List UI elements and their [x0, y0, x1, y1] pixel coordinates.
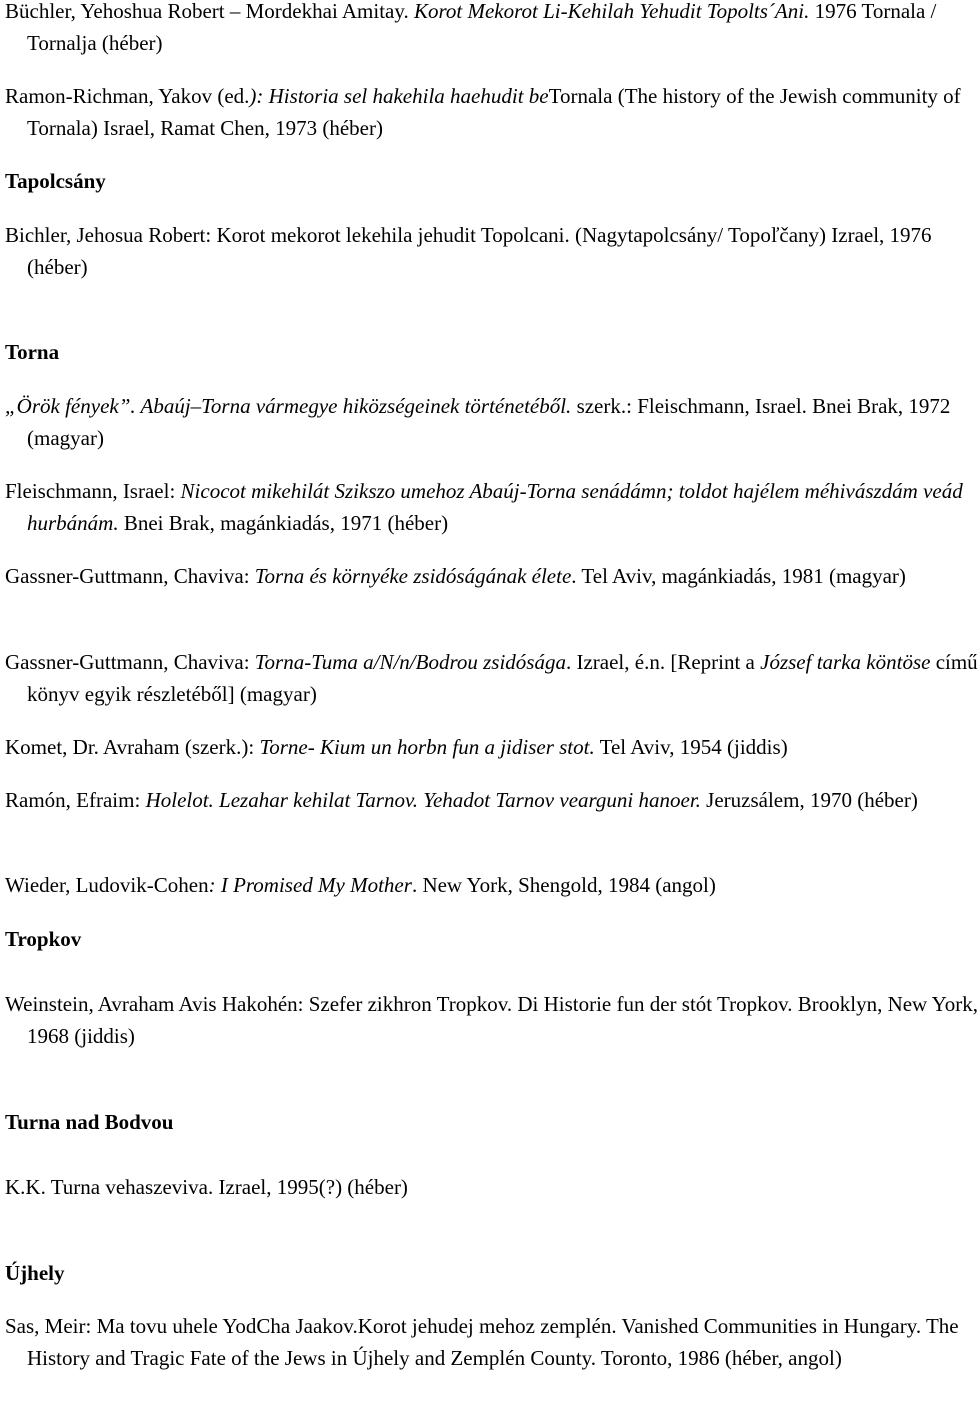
bib-entry-komet — [5, 731, 979, 763]
entry-author: Komet, Dr. Avraham (szerk.): — [5, 735, 260, 759]
bib-entry-fleischmann — [5, 475, 979, 539]
entry-author: Ramón, Efraim: — [5, 788, 146, 812]
bib-entry-sas: Sas, Meir: Ma tovu uhele YodCha Jaakov.Korot jehudej mehoz zemplén. Vanished Communities in Hungary. The History and Tragic Fate of the Jews in Újhely and Zemplén County. Toronto, 1986 (héber, angol) — [5, 1314, 959, 1370]
section-heading-tropkov: Tropkov — [5, 927, 82, 951]
section-heading-torna: Torna — [5, 340, 60, 364]
bib-entry-gassner-1 — [5, 560, 979, 592]
bib-entry-weinstein: Weinstein, Avraham Avis Hakohén: Szefer zikhron Tropkov. Di Historie fun der stót Tropkov. Brooklyn, New York, 1968 (jiddis) — [5, 992, 978, 1048]
entry-author: Büchler, Yehoshua Robert – Mordekhai Amitay. — [5, 0, 414, 23]
entry-title-place: Tornala — [548, 84, 613, 108]
entry-pubinfo: Jeruzsálem, 1970 (héber) — [700, 788, 918, 812]
entry-title: Torna-Tuma a/N/n/Bodrou zsidósága — [254, 650, 566, 674]
entry-pubinfo: szerk.: Fleischmann, Israel. Bnei Brak, 1972 (magyar) — [27, 394, 951, 450]
entry-pubinfo: . Tel Aviv, magánkiadás, 1981 (magyar) — [571, 564, 906, 588]
entry-reprint-title: József tarka köntöse — [760, 650, 931, 674]
entry-author: Fleischmann, Israel: — [5, 479, 181, 503]
entry-note: című könyv egyik részletéből] (magyar) — [27, 650, 978, 706]
entry-title: Holelot. Lezahar kehilat Tarnov. Yehadot Tarnov vearguni hanoer. — [145, 788, 701, 812]
bib-entry-wieder — [5, 869, 979, 901]
entry-pubinfo: . Izrael, é.n. [Reprint a — [565, 650, 761, 674]
section-heading-turna-nad-bodvou: Turna nad Bodvou — [5, 1110, 174, 1134]
bib-entry-ramon-richman — [5, 80, 979, 144]
bib-entry-gassner-2 — [5, 646, 979, 710]
entry-author: Ramon-Richman, Yakov (ed. — [5, 84, 250, 108]
entry-title: ): Historia sel hakehila haehudit be — [249, 84, 549, 108]
entry-title: : I Promised My Mother — [208, 873, 412, 897]
entry-author: Gassner-Guttmann, Chaviva: — [5, 650, 255, 674]
entry-title: Torna és környéke zsidóságának élete — [254, 564, 572, 588]
bib-entry-buchler — [5, 0, 979, 59]
entry-title: Korot Mekorot Li-Kehilah Yehudit Topolts´Ani. — [414, 0, 810, 23]
entry-pubinfo: 1976 Tornala / Tornalja (héber) — [27, 0, 937, 55]
entry-author: Wieder, Ludovik-Cohen — [5, 873, 209, 897]
section-heading-ujhely: Újhely — [5, 1261, 65, 1285]
bib-entry-bichler: Bichler, Jehosua Robert: Korot mekorot lekehila jehudit Topolcani. (Nagytapolcsány/ Topoľčany) Izrael, 1976 (héber) — [5, 223, 932, 279]
entry-title: „Örök fények”. Abaúj–Torna vármegye hiközségeinek történetéből. — [5, 394, 572, 418]
bib-entry-orok-fenyek — [5, 390, 979, 454]
entry-pubinfo: Bnei Brak, magánkiadás, 1971 (héber) — [118, 511, 449, 535]
entry-pubinfo: (The history of the Jewish community of Tornala) Israel, Ramat Chen, 1973 (héber) — [27, 84, 961, 140]
entry-pubinfo: Tel Aviv, 1954 (jiddis) — [594, 735, 788, 759]
bib-entry-ramon — [5, 784, 979, 816]
entry-author: Gassner-Guttmann, Chaviva: — [5, 564, 255, 588]
entry-title: Nicocot mikehilát Szikszo umehoz Abaúj-Torna senádámn; toldot hajélem méhivászdám veád hurbánám. — [27, 479, 963, 535]
section-heading-tapolcsany: Tapolcsány — [5, 169, 106, 193]
bib-entry-kk-turna: K.K. Turna vehaszeviva. Izrael, 1995(?) (héber) — [5, 1175, 408, 1199]
entry-title: Torne- Kium un horbn fun a jidiser stot. — [259, 735, 595, 759]
entry-pubinfo: . New York, Shengold, 1984 (angol) — [411, 873, 716, 897]
